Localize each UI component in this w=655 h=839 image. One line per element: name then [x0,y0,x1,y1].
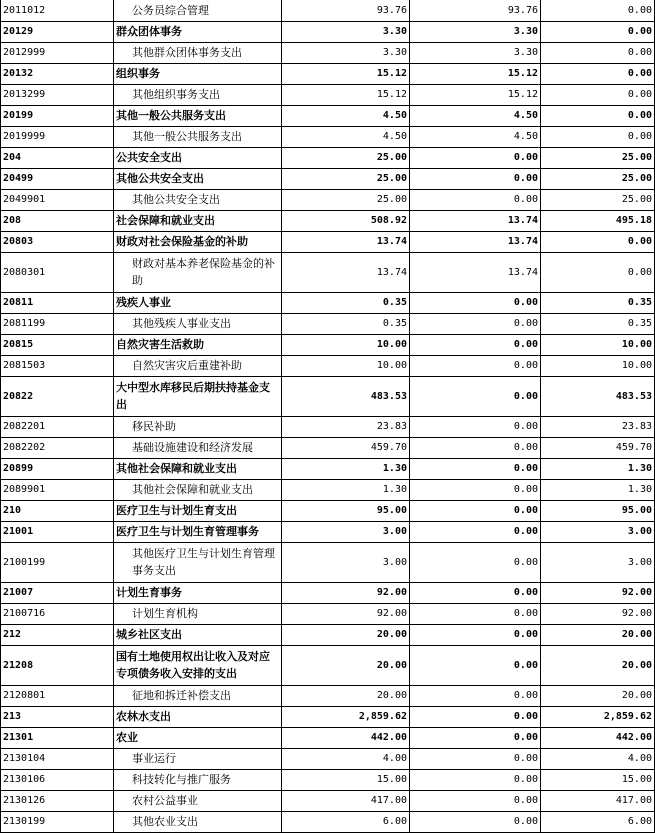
total-amount-cell: 15.12 [282,63,410,84]
total-amount-cell: 92.00 [282,582,410,603]
account-name-cell: 自然灾害生活救助 [114,334,282,355]
account-name-cell: 计划生育机构 [114,603,282,624]
account-name-cell: 其他残疾人事业支出 [114,313,282,334]
table-row [1,582,655,603]
project-expenditure-cell: 25.00 [541,168,655,189]
table-row [1,252,655,292]
account-name-cell: 大中型水库移民后期扶持基金支出 [114,376,282,416]
total-amount-cell: 20.00 [282,624,410,645]
basic-expenditure-cell: 13.74 [410,252,541,292]
table-row [1,355,655,376]
account-code-cell: 21301 [1,727,114,748]
table-row [1,624,655,645]
account-name-cell: 其他社会保障和就业支出 [114,458,282,479]
account-code-cell: 208 [1,210,114,231]
account-code-cell: 2019999 [1,126,114,147]
account-code-cell: 2100199 [1,542,114,582]
account-code-cell: 2080301 [1,252,114,292]
account-code-cell: 2130199 [1,811,114,832]
table-row [1,84,655,105]
account-code-cell: 2130126 [1,790,114,811]
total-amount-cell: 4.50 [282,105,410,126]
basic-expenditure-cell: 0.00 [410,790,541,811]
basic-expenditure-cell: 0.00 [410,416,541,437]
total-amount-cell: 25.00 [282,189,410,210]
total-amount-cell: 2,859.62 [282,706,410,727]
basic-expenditure-cell: 0.00 [410,811,541,832]
basic-expenditure-cell: 0.00 [410,313,541,334]
table-row [1,292,655,313]
project-expenditure-cell: 1.30 [541,479,655,500]
total-amount-cell: 4.00 [282,748,410,769]
project-expenditure-cell: 25.00 [541,147,655,168]
account-name-cell: 医疗卫生与计划生育管理事务 [114,521,282,542]
total-amount-cell: 459.70 [282,437,410,458]
basic-expenditure-cell: 0.00 [410,168,541,189]
project-expenditure-cell: 3.00 [541,521,655,542]
account-code-cell: 21208 [1,645,114,685]
table-row [1,458,655,479]
basic-expenditure-cell: 0.00 [410,147,541,168]
account-code-cell: 2120801 [1,685,114,706]
basic-expenditure-cell: 0.00 [410,624,541,645]
project-expenditure-cell: 2,859.62 [541,706,655,727]
account-name-cell: 农业 [114,727,282,748]
account-name-cell: 其他公共安全支出 [114,168,282,189]
account-code-cell: 2081199 [1,313,114,334]
account-name-cell: 基础设施建设和经济发展 [114,437,282,458]
table-row [1,210,655,231]
account-name-cell: 组织事务 [114,63,282,84]
basic-expenditure-cell: 0.00 [410,603,541,624]
basic-expenditure-cell: 0.00 [410,479,541,500]
basic-expenditure-cell: 3.30 [410,42,541,63]
basic-expenditure-cell: 0.00 [410,706,541,727]
table-row [1,231,655,252]
basic-expenditure-cell: 0.00 [410,500,541,521]
table-row [1,811,655,832]
account-code-cell: 2013299 [1,84,114,105]
total-amount-cell: 1.30 [282,479,410,500]
account-name-cell: 群众团体事务 [114,21,282,42]
table-row [1,521,655,542]
project-expenditure-cell: 20.00 [541,645,655,685]
table-row [1,790,655,811]
project-expenditure-cell: 20.00 [541,624,655,645]
project-expenditure-cell: 6.00 [541,811,655,832]
account-code-cell: 20899 [1,458,114,479]
basic-expenditure-cell: 0.00 [410,769,541,790]
project-expenditure-cell: 0.00 [541,84,655,105]
account-code-cell: 213 [1,706,114,727]
account-name-cell: 财政对社会保险基金的补助 [114,231,282,252]
account-name-cell: 移民补助 [114,416,282,437]
account-name-cell: 社会保障和就业支出 [114,210,282,231]
account-code-cell: 2130106 [1,769,114,790]
total-amount-cell: 10.00 [282,334,410,355]
project-expenditure-cell: 20.00 [541,685,655,706]
basic-expenditure-cell: 0.00 [410,727,541,748]
table-row [1,313,655,334]
account-name-cell: 事业运行 [114,748,282,769]
project-expenditure-cell: 0.35 [541,292,655,313]
project-expenditure-cell: 4.00 [541,748,655,769]
project-expenditure-cell: 0.00 [541,21,655,42]
account-code-cell: 210 [1,500,114,521]
account-name-cell: 公务员综合管理 [114,0,282,21]
basic-expenditure-cell: 93.76 [410,0,541,21]
basic-expenditure-cell: 0.00 [410,437,541,458]
account-code-cell: 21007 [1,582,114,603]
table-row [1,437,655,458]
project-expenditure-cell: 442.00 [541,727,655,748]
table-row [1,42,655,63]
account-code-cell: 2012999 [1,42,114,63]
project-expenditure-cell: 92.00 [541,582,655,603]
table-row [1,168,655,189]
total-amount-cell: 4.50 [282,126,410,147]
basic-expenditure-cell: 0.00 [410,292,541,313]
project-expenditure-cell: 495.18 [541,210,655,231]
account-name-cell: 其他公共安全支出 [114,189,282,210]
table-row [1,105,655,126]
table-row [1,500,655,521]
account-code-cell: 20815 [1,334,114,355]
basic-expenditure-cell: 15.12 [410,84,541,105]
table-row [1,603,655,624]
basic-expenditure-cell: 4.50 [410,126,541,147]
basic-expenditure-cell: 0.00 [410,521,541,542]
project-expenditure-cell: 417.00 [541,790,655,811]
project-expenditure-cell: 0.00 [541,126,655,147]
total-amount-cell: 483.53 [282,376,410,416]
account-code-cell: 2130104 [1,748,114,769]
total-amount-cell: 0.35 [282,292,410,313]
account-name-cell: 其他组织事务支出 [114,84,282,105]
table-row [1,0,655,21]
account-name-cell: 农林水支出 [114,706,282,727]
basic-expenditure-cell: 0.00 [410,334,541,355]
table-row [1,416,655,437]
table-row [1,63,655,84]
project-expenditure-cell: 3.00 [541,542,655,582]
project-expenditure-cell: 459.70 [541,437,655,458]
account-code-cell: 20803 [1,231,114,252]
basic-expenditure-cell: 0.00 [410,355,541,376]
account-code-cell: 212 [1,624,114,645]
basic-expenditure-cell: 4.50 [410,105,541,126]
total-amount-cell: 13.74 [282,231,410,252]
account-code-cell: 204 [1,147,114,168]
account-name-cell: 医疗卫生与计划生育支出 [114,500,282,521]
table-row [1,376,655,416]
table-row [1,479,655,500]
project-expenditure-cell: 95.00 [541,500,655,521]
project-expenditure-cell: 23.83 [541,416,655,437]
table-row [1,189,655,210]
basic-expenditure-cell: 0.00 [410,376,541,416]
project-expenditure-cell: 10.00 [541,334,655,355]
account-name-cell: 国有土地使用权出让收入及对应专项债务收入安排的支出 [114,645,282,685]
table-row [1,334,655,355]
account-name-cell: 农村公益事业 [114,790,282,811]
basic-expenditure-cell: 0.00 [410,458,541,479]
project-expenditure-cell: 0.00 [541,252,655,292]
account-name-cell: 计划生育事务 [114,582,282,603]
account-code-cell: 20132 [1,63,114,84]
total-amount-cell: 6.00 [282,811,410,832]
table-row [1,147,655,168]
table-row [1,126,655,147]
account-name-cell: 科技转化与推广服务 [114,769,282,790]
table-row [1,685,655,706]
total-amount-cell: 3.00 [282,521,410,542]
account-name-cell: 自然灾害灾后重建补助 [114,355,282,376]
basic-expenditure-cell: 0.00 [410,542,541,582]
project-expenditure-cell: 0.00 [541,105,655,126]
account-code-cell: 21001 [1,521,114,542]
account-name-cell: 其他社会保障和就业支出 [114,479,282,500]
account-code-cell: 20822 [1,376,114,416]
account-code-cell: 2011012 [1,0,114,21]
project-expenditure-cell: 0.00 [541,42,655,63]
total-amount-cell: 508.92 [282,210,410,231]
account-code-cell: 2082202 [1,437,114,458]
project-expenditure-cell: 0.35 [541,313,655,334]
total-amount-cell: 3.00 [282,542,410,582]
basic-expenditure-cell: 0.00 [410,645,541,685]
total-amount-cell: 0.35 [282,313,410,334]
account-code-cell: 2089901 [1,479,114,500]
project-expenditure-cell: 10.00 [541,355,655,376]
account-name-cell: 其他医疗卫生与计划生育管理事务支出 [114,542,282,582]
basic-expenditure-cell: 0.00 [410,189,541,210]
total-amount-cell: 13.74 [282,252,410,292]
total-amount-cell: 23.83 [282,416,410,437]
account-code-cell: 2049901 [1,189,114,210]
account-code-cell: 2081503 [1,355,114,376]
total-amount-cell: 3.30 [282,21,410,42]
basic-expenditure-cell: 3.30 [410,21,541,42]
account-name-cell: 公共安全支出 [114,147,282,168]
project-expenditure-cell: 0.00 [541,0,655,21]
total-amount-cell: 92.00 [282,603,410,624]
basic-expenditure-cell: 13.74 [410,231,541,252]
total-amount-cell: 15.00 [282,769,410,790]
account-name-cell: 其他农业支出 [114,811,282,832]
account-code-cell: 20129 [1,21,114,42]
project-expenditure-cell: 483.53 [541,376,655,416]
account-code-cell: 2082201 [1,416,114,437]
basic-expenditure-cell: 0.00 [410,748,541,769]
basic-expenditure-cell: 13.74 [410,210,541,231]
account-name-cell: 其他一般公共服务支出 [114,126,282,147]
basic-expenditure-cell: 0.00 [410,582,541,603]
table-row [1,21,655,42]
project-expenditure-cell: 15.00 [541,769,655,790]
basic-expenditure-cell: 0.00 [410,685,541,706]
total-amount-cell: 15.12 [282,84,410,105]
account-name-cell: 残疾人事业 [114,292,282,313]
table-row [1,748,655,769]
total-amount-cell: 417.00 [282,790,410,811]
account-name-cell: 其他群众团体事务支出 [114,42,282,63]
project-expenditure-cell: 92.00 [541,603,655,624]
account-code-cell: 2100716 [1,603,114,624]
total-amount-cell: 25.00 [282,168,410,189]
account-name-cell: 征地和拆迁补偿支出 [114,685,282,706]
basic-expenditure-cell: 15.12 [410,63,541,84]
total-amount-cell: 442.00 [282,727,410,748]
table-row [1,706,655,727]
total-amount-cell: 20.00 [282,685,410,706]
project-expenditure-cell: 0.00 [541,231,655,252]
account-name-cell: 财政对基本养老保险基金的补助 [114,252,282,292]
table-row [1,645,655,685]
table-row [1,727,655,748]
table-body [1,0,655,832]
table-row [1,542,655,582]
total-amount-cell: 10.00 [282,355,410,376]
total-amount-cell: 1.30 [282,458,410,479]
project-expenditure-cell: 25.00 [541,189,655,210]
account-name-cell: 其他一般公共服务支出 [114,105,282,126]
project-expenditure-cell: 0.00 [541,63,655,84]
table-row [1,769,655,790]
account-code-cell: 20499 [1,168,114,189]
account-code-cell: 20199 [1,105,114,126]
total-amount-cell: 95.00 [282,500,410,521]
total-amount-cell: 20.00 [282,645,410,685]
total-amount-cell: 93.76 [282,0,410,21]
account-name-cell: 城乡社区支出 [114,624,282,645]
total-amount-cell: 25.00 [282,147,410,168]
account-code-cell: 20811 [1,292,114,313]
total-amount-cell: 3.30 [282,42,410,63]
project-expenditure-cell: 1.30 [541,458,655,479]
